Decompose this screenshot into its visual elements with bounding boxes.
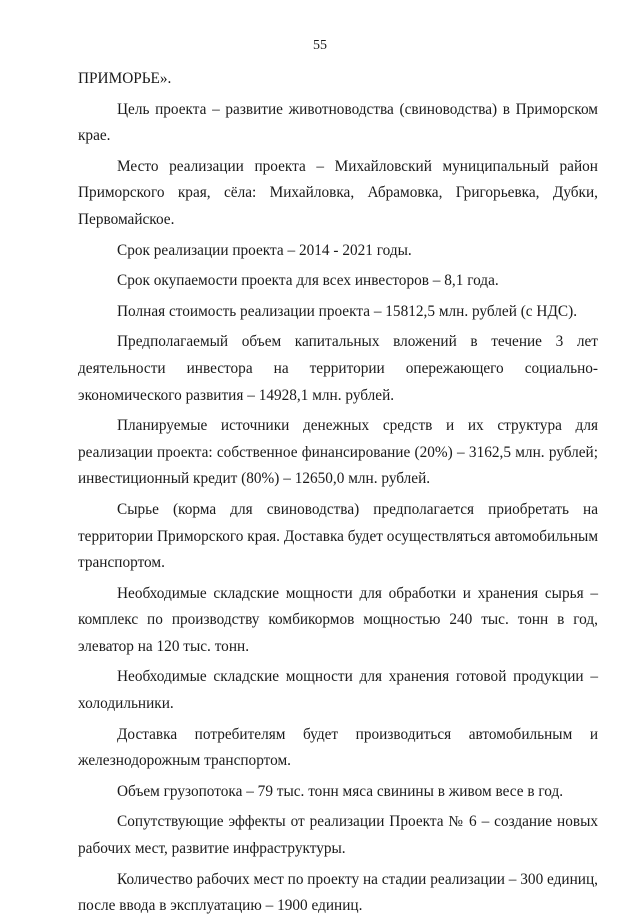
page-number: 55 xyxy=(313,38,327,53)
paragraph-project-goal: Цель проекта – развитие животноводства (свиноводства) в Приморском крае. xyxy=(78,100,598,145)
paragraph-jobs: Количество рабочих мест по проекту на стадии реализации – 300 единиц, после ввода в эксплуатацию – 1900 единиц. xyxy=(78,870,598,915)
paragraph-raw-storage: Необходимые складские мощности для обработки и хранения сырья – комплекс по производству комбикормов мощностью 240 тыс. тонн в год, элеватор на 120 тыс. тонн. xyxy=(78,584,598,655)
paragraph-capital-investment: Предполагаемый объем капитальных вложений в течение 3 лет деятельности инвестора на территории опережающего социально-экономического развития – 14928,1 млн. рублей. xyxy=(78,333,598,404)
paragraph-total-cost: Полная стоимость реализации проекта – 15812,5 млн. рублей (с НДС). xyxy=(117,302,578,320)
paragraph-title-continuation: ПРИМОРЬЕ». xyxy=(78,70,172,87)
paragraph-raw-materials: Сырье (корма для свиноводства) предполагается приобретать на территории Приморского края. Доставка будет осуществляться автомобильным транспортом. xyxy=(78,500,598,572)
paragraph-project-location: Место реализации проекта – Михайловский муниципальный район Приморского края, сёла: Михайловка, Абрамовка, Григорьевка, Дубки, Первомайское. xyxy=(78,157,598,228)
paragraph-side-effects: Сопутствующие эффекты от реализации Проекта № 6 – создание новых рабочих мест, развитие инфраструктуры. xyxy=(78,813,598,858)
paragraph-project-period: Срок реализации проекта – 2014 - 2021 годы. xyxy=(117,241,412,259)
paragraph-product-storage: Необходимые складские мощности для хранения готовой продукции – холодильники. xyxy=(78,668,598,713)
paragraph-cargo-volume: Объем грузопотока – 79 тыс. тонн мяса свинины в живом весе в год. xyxy=(117,782,564,800)
paragraph-funding-sources: Планируемые источники денежных средств и их структура для реализации проекта: собственное финансирование (20%) – 3162,5 млн. рублей; инвестиционный кредит (80%) – 12650,0 млн. рублей. xyxy=(78,417,598,488)
document-body xyxy=(78,66,598,924)
paragraph-payback-period: Срок окупаемости проекта для всех инвесторов – 8,1 года. xyxy=(117,272,499,290)
paragraph-delivery: Доставка потребителям будет производиться автомобильным и железнодорожным транспортом. xyxy=(78,725,598,770)
